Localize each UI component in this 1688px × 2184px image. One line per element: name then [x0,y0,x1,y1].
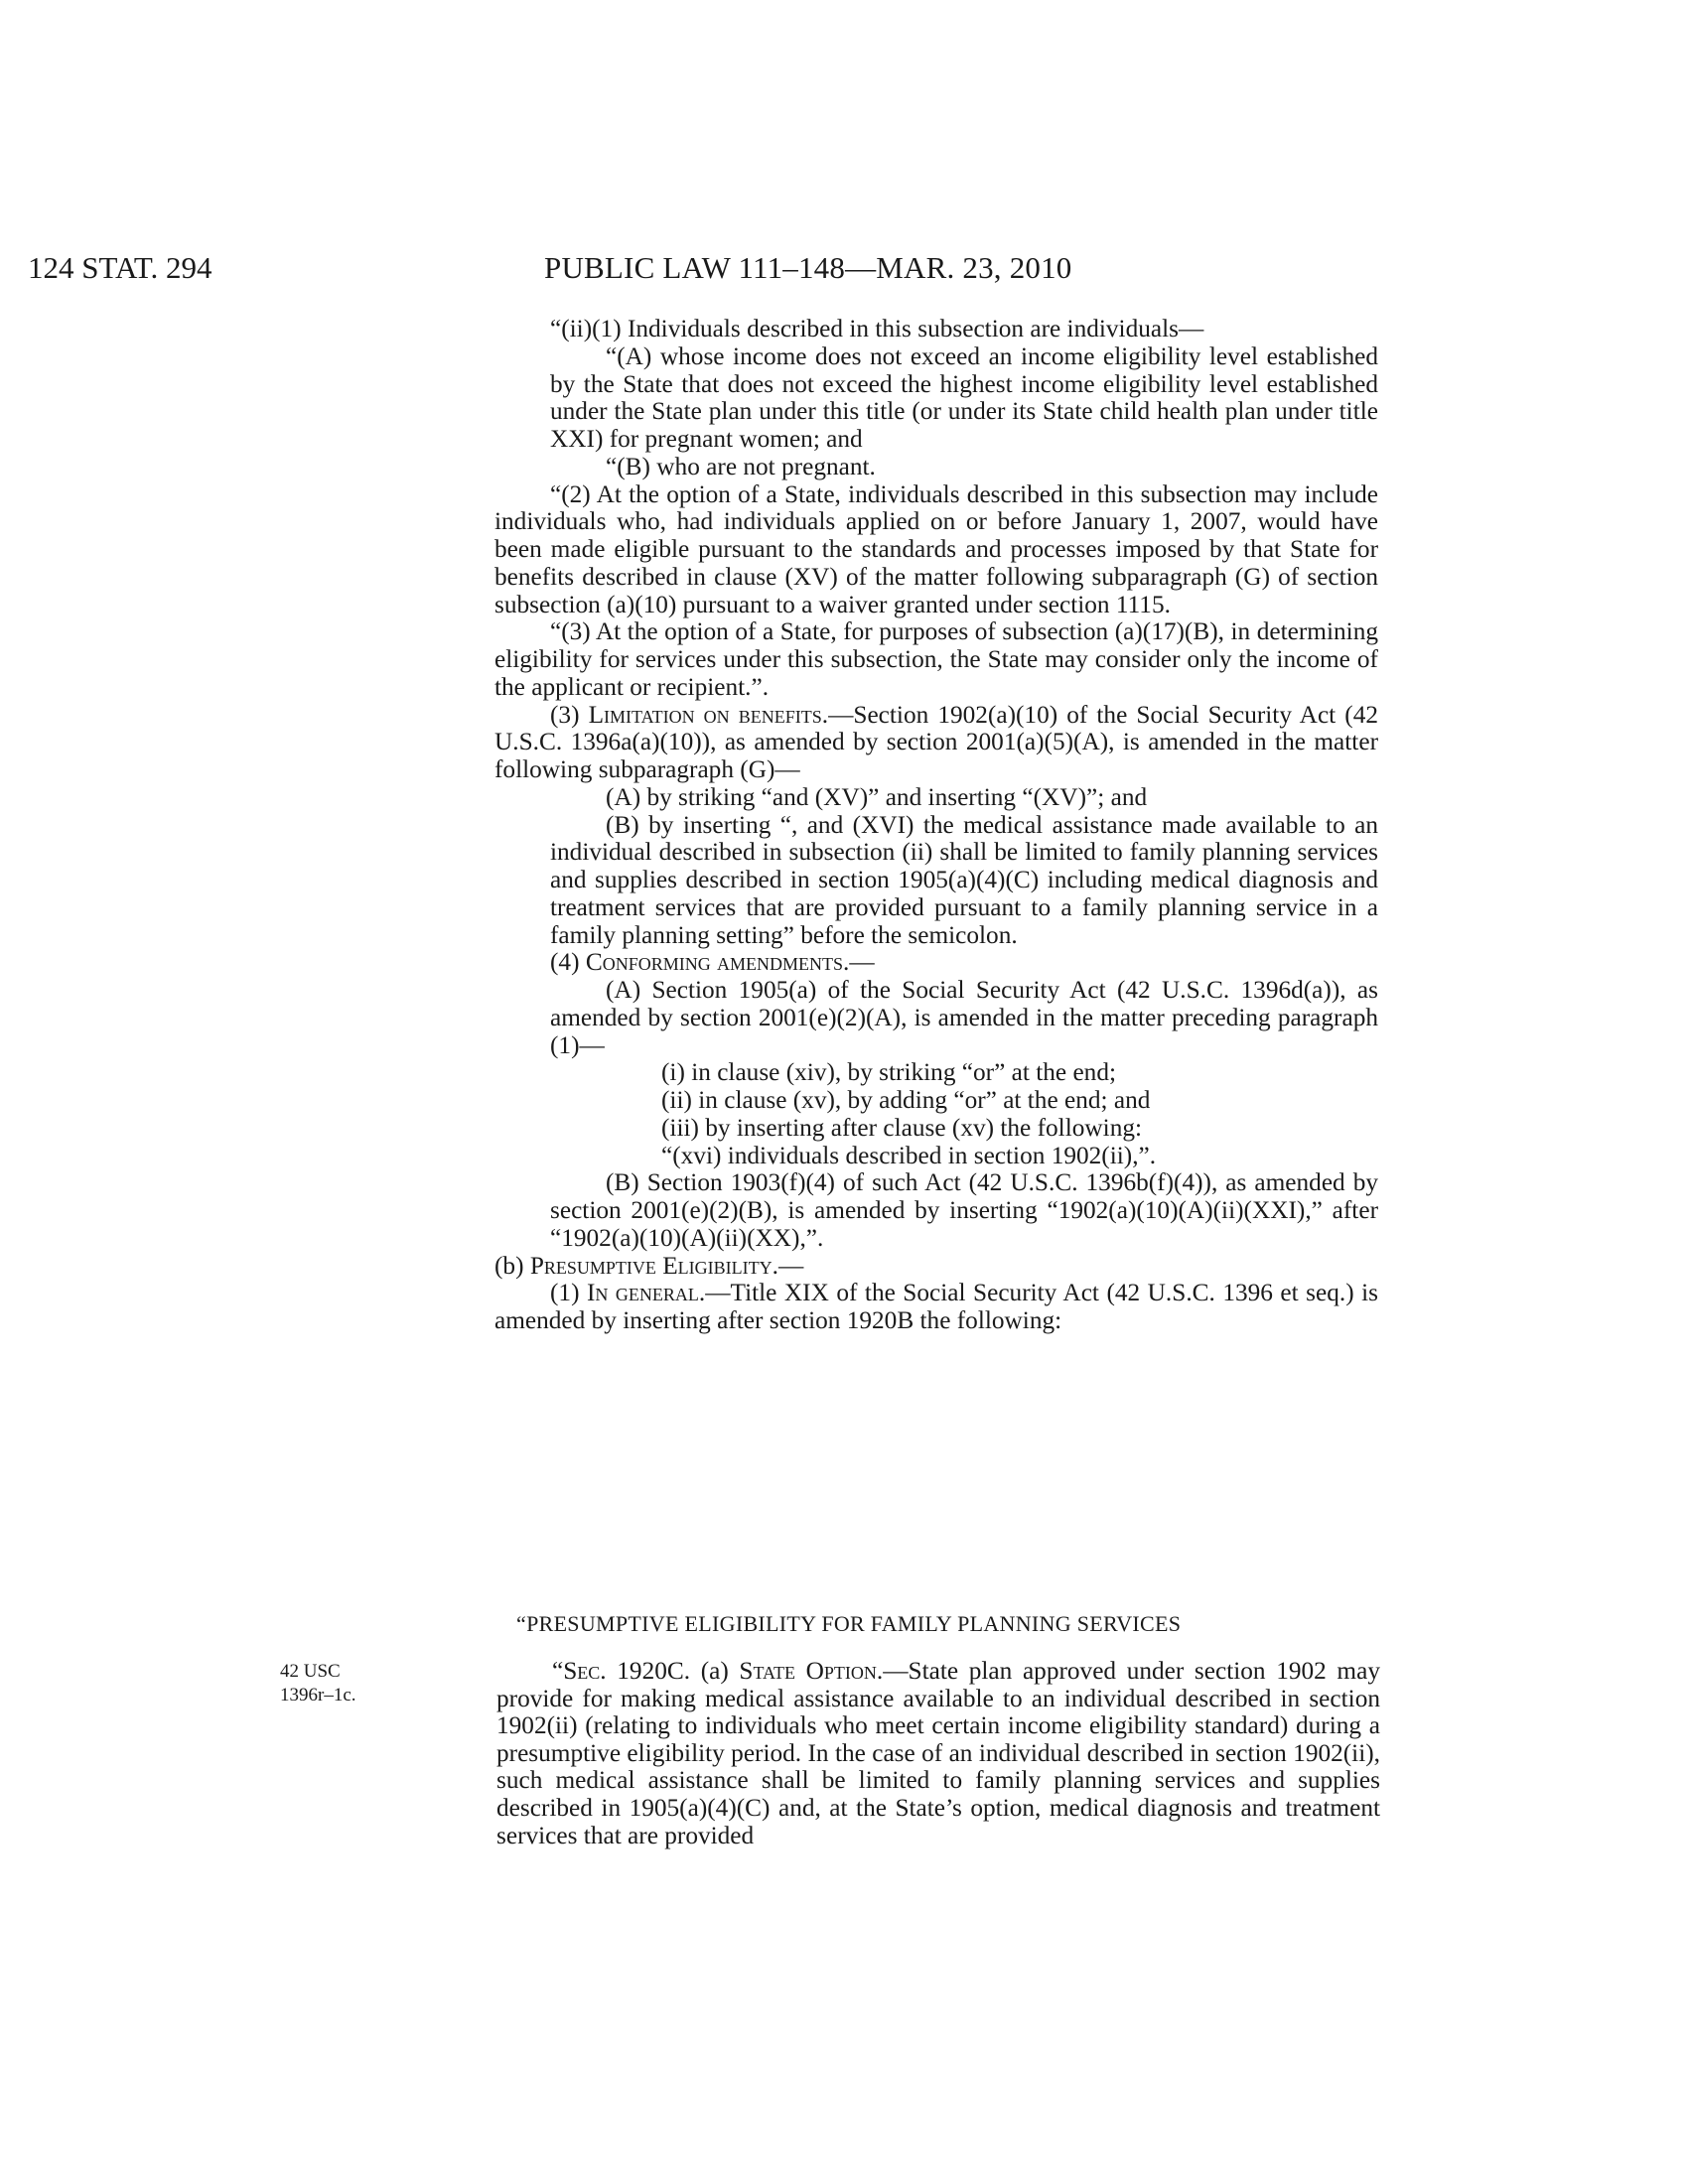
margin-citation-line2: 1396r–1c. [280,1685,356,1706]
page-header [0,248,1688,288]
in-general-num: (1) [550,1279,587,1307]
in-general-heading: In general.— [587,1279,731,1307]
conforming-num: (4) [550,948,586,977]
para-conforming-A-i: (i) in clause (xiv), by striking “or” at the end; [661,1058,1117,1087]
para-conforming-A-iii: (iii) by inserting after clause (xv) the following: [661,1113,1143,1142]
para-ii-1-A: “(A) whose income does not exceed an income eligibility level established by the State that does not exceed the highest income eligibility level established under the State plan under this title (or under its State child health plan under title XXI) for pregnant women; and [550,341,1378,453]
section-1920C-text [496,1658,1380,1849]
para-limitation-A: (A) by striking “and (XV)” and inserting “(XV)”; and [606,782,1148,811]
para-presumptive-eligibility [494,1253,1378,1281]
para-in-general [494,1280,1378,1335]
para-limitation-on-benefits [494,702,1378,784]
margin-citation [280,1660,356,1707]
para-conforming-amendments [494,949,1378,977]
section-dash: — [883,1657,909,1685]
para-limitation-B: (B) by inserting “, and (XVI) the medical assistance made available to an individual described in subsection (ii) shall be limited to family planning services and supplies described in section 1905(a)(4)(C) including medical diagnosis and treatment services that are provided pursuant to a family planning service in a family planning setting” before the semicolon. [550,810,1378,949]
state-option-text: State plan approved under section 1902 may provide for making medical assistance available to an individual described in section 1902(ii) (relating to individuals who meet certain income eligibility standard) during a presumptive eligibility period. In the case of an individual described in section 1902(ii), such medical assistance shall be limited to family planning services and supplies described in 1905(a)(4)(C) and, at the State’s option, medical diagnosis and treatment services that are provided [496,1657,1380,1849]
para-ii-2: “(2) At the option of a State, individuals described in this subsection may include individuals who, had individuals applied on or before January 1, 2007, would have been made eligible pursuant to the standards and processes imposed by that State for benefits described in clause (XV) of the matter following subparagraph (G) of section subsection (a)(10) pursuant to a waiver granted under section 1115. [494,479,1378,618]
section-1920C [496,1658,1380,1849]
para-ii-1-B: “(B) who are not pregnant. [606,452,876,480]
presumptive-num: (b) [494,1251,530,1280]
para-ii-1: “(ii)(1) Individuals described in this subsection are individuals— [550,315,1204,342]
stat-page-number: 124 STAT. 294 [28,250,212,285]
section-heading: “PRESUMPTIVE ELIGIBILITY FOR FAMILY PLANNING SERVICES [516,1611,1182,1636]
limitation-num: (3) [550,700,589,729]
presumptive-heading: Presumptive Eligibility.— [529,1251,804,1280]
law-title: PUBLIC LAW 111–148—MAR. 23, 2010 [544,250,1072,285]
limitation-text: Section 1902(a)(10) of the Social Security Act (42 U.S.C. 1396a(a)(10)), as amended by section 2001(a)(5)(A), is amended in the matter following subparagraph (G)— [494,700,1379,783]
para-conforming-B: (B) Section 1903(f)(4) of such Act (42 U.S.C. 1396b(f)(4)), as amended by section 2001(e)(2)(B), is amended by inserting “1902(a)(10)(A)(ii)(XXI),” after “1902(a)(10)(A)(ii)(XX),”. [550,1168,1378,1252]
state-option-heading: State Option. [739,1657,884,1685]
para-conforming-A-xvi: “(xvi) individuals described in section 1902(ii),”. [661,1141,1157,1169]
section-number: 1920C. (a) [606,1657,740,1685]
in-general-text: Title XIX of the Social Security Act (42 U.S.C. 1396 et seq.) is amended by inserting after section 1920B the following: [494,1279,1379,1334]
statute-body [494,316,1378,1335]
margin-citation-line1: 42 USC [280,1661,341,1682]
section-label: Sec. [563,1657,607,1685]
para-conforming-A-ii: (ii) in clause (xv), by adding “or” at the end; and [661,1086,1151,1114]
section-open-quote: “ [552,1657,564,1685]
para-ii-3: “(3) At the option of a State, for purposes of subsection (a)(17)(B), in determining eligibility for services under this subsection, the State may consider only the income of the applicant or recipient.”. [494,617,1378,701]
conforming-heading: Conforming amendments.— [585,948,875,977]
limitation-heading: Limitation on benefits.— [588,700,854,729]
para-conforming-A: (A) Section 1905(a) of the Social Security Act (42 U.S.C. 1396d(a)), as amended by section 2001(e)(2)(A), is amended in the matter preceding paragraph (1)— [550,976,1378,1059]
